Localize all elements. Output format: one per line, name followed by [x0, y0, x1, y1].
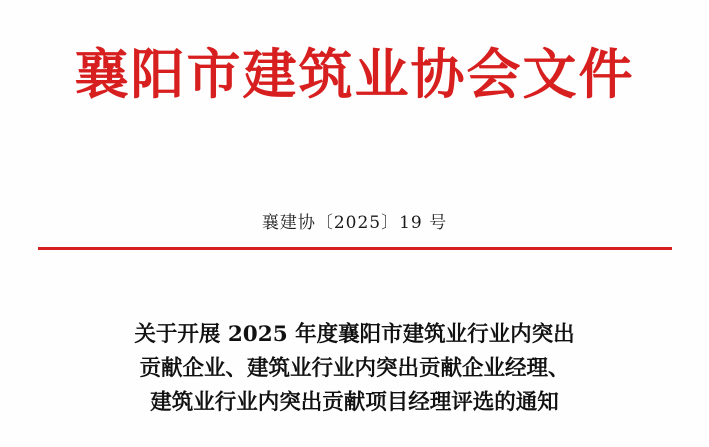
document-subject-line: 关于开展 2025 年度襄阳市建筑业行业内突出 [134, 322, 575, 347]
document-subject-line: 建筑业行业内突出贡献项目经理评选的通知 [150, 389, 559, 415]
document-subject-line: 贡献企业、建筑业行业内突出贡献企业经理、 [139, 355, 570, 381]
document-header-title: 襄阳市建筑业协会文件 [74, 42, 635, 106]
red-divider-rule [38, 247, 672, 250]
document-number: 襄建协〔2025〕19 号 [261, 213, 448, 233]
document-subject [60, 318, 649, 420]
